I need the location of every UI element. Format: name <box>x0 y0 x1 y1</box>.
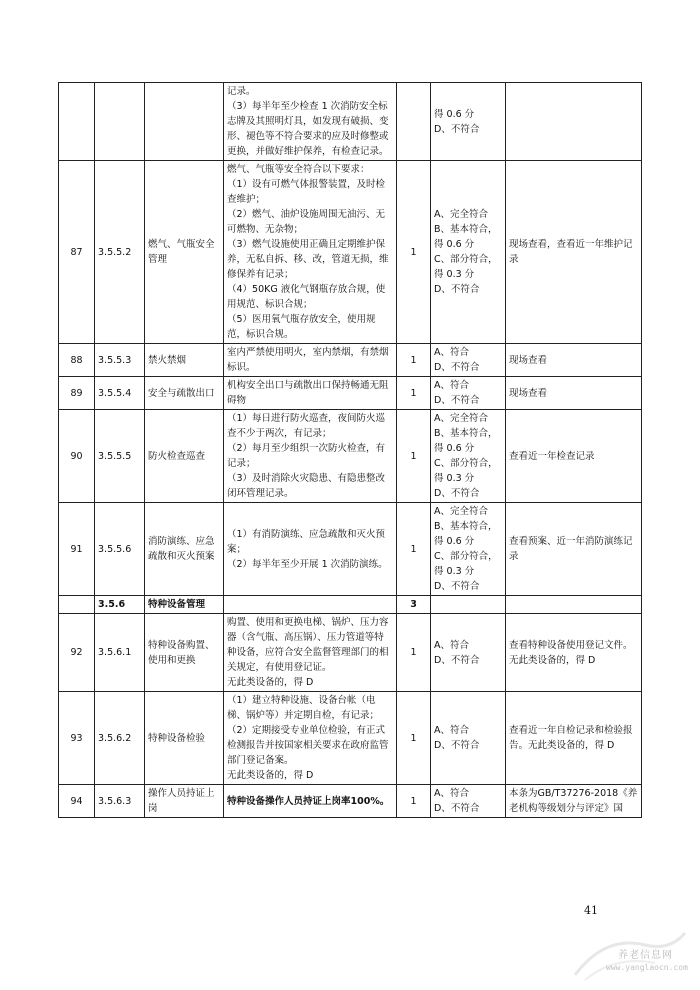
rating-options-line: A、符合 <box>434 639 469 651</box>
row-number <box>59 596 95 614</box>
rating-options-line: 得 0.3 分 <box>434 473 475 484</box>
score: 1 <box>397 161 431 344</box>
rating-options-line: B、基本符合， <box>434 224 498 235</box>
watermark-name: 养老信息网 <box>618 950 673 961</box>
rating-options-line: D、不符合 <box>434 488 480 499</box>
row-number: 93 <box>59 692 95 785</box>
rating-options <box>431 785 506 818</box>
rating-options <box>431 596 506 614</box>
rating-options-line: D、不符合 <box>434 581 480 592</box>
table-row <box>59 377 642 410</box>
rating-options-line: A、符合 <box>434 380 469 391</box>
clause-code: 3.5.6.1 <box>95 614 145 692</box>
rating-options-line: D、不符合 <box>434 803 480 814</box>
rating-options-line: A、完全符合 <box>434 209 488 220</box>
row-number: 94 <box>59 785 95 818</box>
item-name: 燃气、气瓶安全管理 <box>145 161 224 344</box>
requirement-line: 特种设备操作人员持证上岗率100%。 <box>227 795 390 807</box>
table-row <box>59 344 642 377</box>
rating-options-line: D、不符合 <box>434 362 480 373</box>
clause-code: 3.5.5.3 <box>95 344 145 377</box>
score: 1 <box>397 410 431 503</box>
rating-options <box>431 614 506 692</box>
requirement-line: （4）50KG 液化气钢瓶存放合规，使用规范、标识合规； <box>227 284 386 310</box>
assessment-method: 现场查看 <box>506 377 642 410</box>
assessment-method: 查看特种设备使用登记文件。无此类设备的，得 D <box>506 614 642 692</box>
requirement-line: （1）每日进行防火巡查，夜间防火巡查不少于两次，有记录； <box>227 413 386 439</box>
table-row <box>59 692 642 785</box>
rating-options-line: C、部分符合， <box>434 254 498 265</box>
assessment-method <box>506 596 642 614</box>
row-number: 87 <box>59 161 95 344</box>
rating-options-line: A、符合 <box>434 788 469 799</box>
requirement <box>224 596 397 614</box>
score: 1 <box>397 344 431 377</box>
row-number <box>59 83 95 161</box>
rating-options-line: D、不符合 <box>434 123 480 135</box>
score <box>397 83 431 161</box>
rating-options <box>431 161 506 344</box>
requirement-line: （2）每半年至少开展 1 次消防演练。 <box>227 558 388 570</box>
item-name: 安全与疏散出口 <box>145 377 224 410</box>
clause-code: 3.5.6 <box>95 596 145 614</box>
item-name: 消防演练、应急疏散和灭火预案 <box>145 503 224 596</box>
clause-code: 3.5.6.3 <box>95 785 145 818</box>
table-row <box>59 503 642 596</box>
rating-options <box>431 344 506 377</box>
requirement <box>224 83 397 161</box>
requirement-line: 购置、使用和更换电梯、锅炉、压力容器（含气瓶、高压锅）、压力管道等特种设备，应符合安全监督管理部门的相关规定，有使用登记证。 <box>227 617 389 673</box>
requirement <box>224 377 397 410</box>
rating-options-line: 得 0.3 分 <box>434 566 475 577</box>
item-name: 特种设备检验 <box>145 692 224 785</box>
table-row <box>59 785 642 818</box>
requirement-line: 无此类设备的，得 D <box>227 677 314 688</box>
row-number: 89 <box>59 377 95 410</box>
requirement <box>224 614 397 692</box>
assessment-method: 现场查看，查看近一年维护记录 <box>506 161 642 344</box>
item-name: 防火检查巡查 <box>145 410 224 503</box>
requirement-line: 燃气、气瓶等安全符合以下要求： <box>227 164 370 175</box>
rating-options-line: B、基本符合， <box>434 428 498 439</box>
assessment-method <box>506 83 642 161</box>
requirement-line: （1）有消防演练、应急疏散和灭火预案； <box>227 528 386 555</box>
requirement <box>224 503 397 596</box>
row-number: 91 <box>59 503 95 596</box>
item-name: 特种设备管理 <box>145 596 224 614</box>
score: 1 <box>397 692 431 785</box>
rating-options-line: C、部分符合， <box>434 458 498 469</box>
rating-options-line: 得 0.6 分 <box>434 536 475 547</box>
page-number: 41 <box>584 904 598 917</box>
rating-options-line: D、不符合 <box>434 740 480 751</box>
requirement-line: 室内严禁使用明火，室内禁烟，有禁烟标识。 <box>227 347 389 373</box>
clause-code: 3.5.5.6 <box>95 503 145 596</box>
requirement-line: （2）燃气、油炉设施周围无油污、无可燃物、无杂物； <box>227 209 386 235</box>
assessment-method: 查看近一年自检记录和检验报告。无此类设备的，得 D <box>506 692 642 785</box>
requirement-line: 记录。 <box>227 86 256 97</box>
assessment-table <box>58 82 642 818</box>
item-name <box>145 83 224 161</box>
rating-options <box>431 410 506 503</box>
requirement <box>224 410 397 503</box>
watermark-url: www.yanglaocn.com <box>606 963 688 972</box>
table-row <box>59 410 642 503</box>
requirement <box>224 161 397 344</box>
item-name: 特种设备购置、使用和更换 <box>145 614 224 692</box>
requirement-line: （1）建立特种设施、设备台帐（电梯、锅炉等）并定期自检，有记录； <box>227 695 380 721</box>
requirement <box>224 692 397 785</box>
rating-options-line: A、符合 <box>434 725 469 736</box>
rating-options <box>431 83 506 161</box>
clause-code: 3.5.6.2 <box>95 692 145 785</box>
requirement-line: （3）燃气设施使用正确且定期维护保养，无私自拆、移、改，管道无损，维修保养有记录； <box>227 239 389 280</box>
requirement-line: （1）设有可燃气体报警装置，及时检查维护； <box>227 179 386 205</box>
rating-options-line: D、不符合 <box>434 395 480 406</box>
requirement-line: （3）每半年至少检查 1 次消防安全标志牌及其照明灯具，如发现有破损、变形、褪色等不符合要求的应及时修整或更换，并做好维护保养，有检查记录。 <box>227 101 389 157</box>
rating-options <box>431 377 506 410</box>
rating-options-line: 得 0.6 分 <box>434 239 475 250</box>
requirement <box>224 785 397 818</box>
rating-options-line: A、符合 <box>434 347 469 358</box>
table-row <box>59 161 642 344</box>
requirement-line: （2）每月至少组织一次防火检查，有记录； <box>227 443 386 469</box>
rating-options-line: B、基本符合， <box>434 521 498 532</box>
requirement-line: 无此类设备的，得 D <box>227 770 314 781</box>
rating-options-line: 得 0.6 分 <box>434 443 475 454</box>
item-name: 禁火禁烟 <box>145 344 224 377</box>
clause-code: 3.5.5.4 <box>95 377 145 410</box>
rating-options-line: D、不符合 <box>434 284 480 295</box>
table-row <box>59 83 642 161</box>
rating-options-line: 得 0.3 分 <box>434 269 475 280</box>
item-name: 操作人员持证上岗 <box>145 785 224 818</box>
section-row <box>59 596 642 614</box>
table-row <box>59 614 642 692</box>
rating-options-line: C、部分符合， <box>434 551 498 562</box>
assessment-method: 查看预案、近一年消防演练记录 <box>506 503 642 596</box>
clause-code: 3.5.5.5 <box>95 410 145 503</box>
clause-code <box>95 83 145 161</box>
requirement <box>224 344 397 377</box>
requirement-line: 机构安全出口与疏散出口保持畅通无阻碍物 <box>227 380 389 406</box>
rating-options-line: D、不符合 <box>434 654 480 666</box>
score: 1 <box>397 785 431 818</box>
score: 3 <box>397 596 431 614</box>
rating-options-line: A、完全符合 <box>434 506 488 517</box>
score: 1 <box>397 614 431 692</box>
rating-options-line: 得 0.6 分 <box>434 108 475 120</box>
row-number: 92 <box>59 614 95 692</box>
score: 1 <box>397 377 431 410</box>
row-number: 88 <box>59 344 95 377</box>
rating-options <box>431 503 506 596</box>
assessment-method: 本条为GB/T37276-2018《养老机构等级划分与评定》国 <box>506 785 642 818</box>
requirement-line: （5）医用氧气瓶存放安全，使用规范，标识合规。 <box>227 314 376 340</box>
requirement-line: （2）定期接受专业单位检验，有正式检测报告并按国家相关要求在政府监管部门登记备案。 <box>227 725 389 766</box>
assessment-method: 查看近一年检查记录 <box>506 410 642 503</box>
requirement-line: （3）及时消除火灾隐患、有隐患整改闭环管理记录。 <box>227 473 386 499</box>
rating-options <box>431 692 506 785</box>
assessment-method: 现场查看 <box>506 344 642 377</box>
clause-code: 3.5.5.2 <box>95 161 145 344</box>
row-number: 90 <box>59 410 95 503</box>
rating-options-line: A、完全符合 <box>434 413 488 424</box>
score: 1 <box>397 503 431 596</box>
